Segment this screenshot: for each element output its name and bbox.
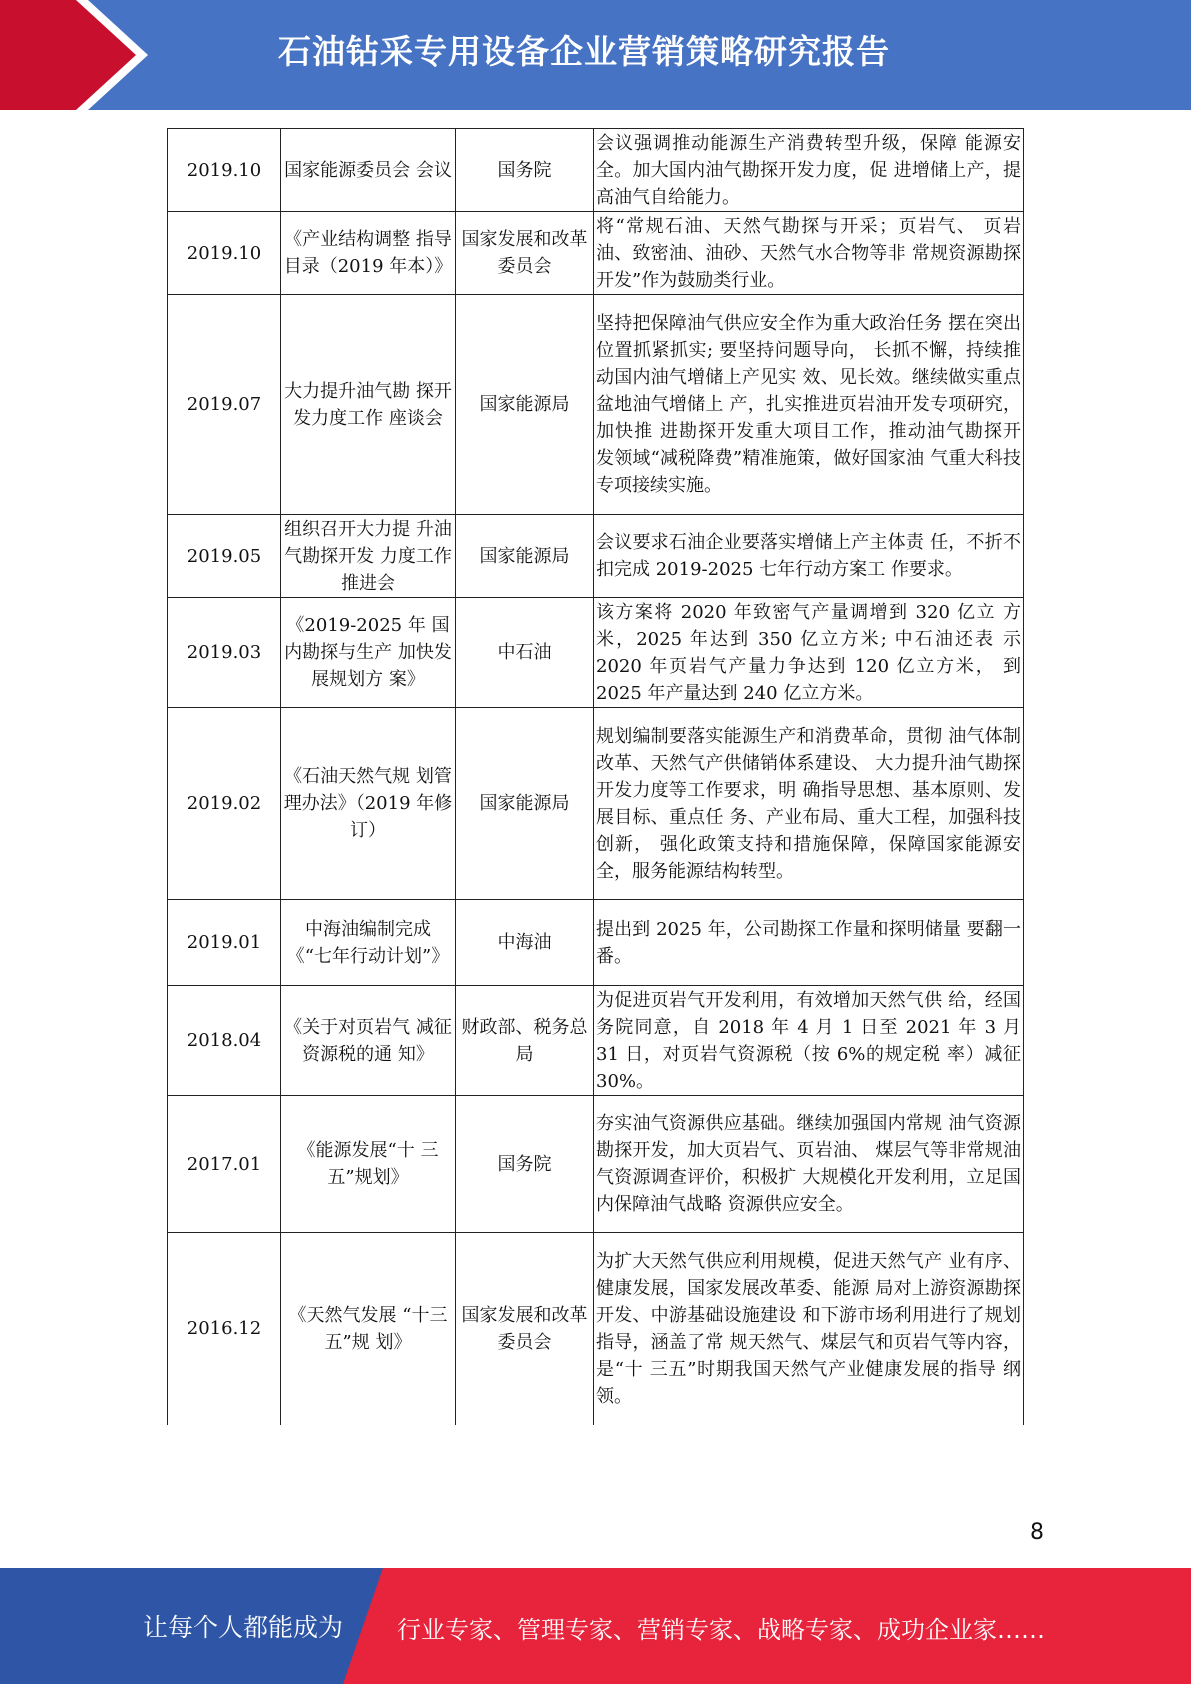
date-cell: 2019.07 xyxy=(168,295,281,515)
date-cell: 2017.01 xyxy=(168,1096,281,1233)
description-cell: 为扩大天然气供应利用规模，促进天然气产 业有序、健康发展，国家发展改革委、能源 局对上游资源勘探开发、中游基础设施建设 和下游市场利用进行了规划指导，涵盖了常 规天然气、煤层气和页岩气等内容，是“十 三五”时期我国天然气产业健康发展的指导 纲领。 xyxy=(594,1233,1024,1425)
policy-name-cell: 大力提升油气勘 探开发力度工作 座谈会 xyxy=(281,295,456,515)
issuer-cell: 国家能源局 xyxy=(456,515,594,598)
table-row xyxy=(168,129,1024,212)
report-title: 石油钻采专用设备企业营销策略研究报告 xyxy=(278,32,890,71)
issuer-cell: 中海油 xyxy=(456,900,594,986)
date-cell: 2019.01 xyxy=(168,900,281,986)
date-cell: 2019.10 xyxy=(168,212,281,295)
description-cell: 会议强调推动能源生产消费转型升级，保障 能源安全。加大国内油气勘探开发力度，促 进增储上产，提高油气自给能力。 xyxy=(594,129,1024,212)
policy-table xyxy=(167,128,1024,1425)
policy-name-cell: 国家能源委员会 会议 xyxy=(281,129,456,212)
table-row xyxy=(168,900,1024,986)
description-cell: 该方案将 2020 年致密气产量调增到 320 亿立 方米，2025 年达到 350 亿立方米; 中石油还表 示 2020 年页岩气产量力争达到 120 亿立方米， 到 2025 年产量达到 240 亿立方米。 xyxy=(594,598,1024,708)
page-number: 8 xyxy=(1030,1520,1044,1545)
description-cell: 会议要求石油企业要落实增储上产主体责 任，不折不扣完成 2019-2025 七年行动方案工 作要求。 xyxy=(594,515,1024,598)
date-cell: 2019.03 xyxy=(168,598,281,708)
page-header xyxy=(0,0,1191,110)
policy-name-cell: 《能源发展“十 三五”规划》 xyxy=(281,1096,456,1233)
description-cell: 规划编制要落实能源生产和消费革命，贯彻 油气体制改革、天然气产供储销体系建设、 大力提升油气勘探开发力度等工作要求，明 确指导思想、基本原则、发展目标、重点任 务、产业布局、重大工程，加强科技创新， 强化政策支持和措施保障，保障国家能源安 全，服务能源结构转型。 xyxy=(594,708,1024,900)
date-cell: 2019.02 xyxy=(168,708,281,900)
issuer-cell: 中石油 xyxy=(456,598,594,708)
description-cell: 坚持把保障油气供应安全作为重大政治任务 摆在突出位置抓紧抓实; 要坚持问题导向， 长抓不懈，持续推动国内油气增储上产见实 效、见长效。继续做实重点盆地油气增储上 产，扎实推进页岩油开发专项研究，加快推 进勘探开发重大项目工作，推动油气勘探开 发领域“减税降费”精准施策，做好国家油 气重大科技专项接续实施。 xyxy=(594,295,1024,515)
table-row xyxy=(168,1096,1024,1233)
table-row xyxy=(168,295,1024,515)
date-cell: 2019.10 xyxy=(168,129,281,212)
table-row xyxy=(168,515,1024,598)
issuer-cell: 国家能源局 xyxy=(456,295,594,515)
issuer-cell: 国务院 xyxy=(456,1096,594,1233)
policy-name-cell: 《天然气发展 “十三五”规 划》 xyxy=(281,1233,456,1425)
issuer-cell: 国家发展和改革委员会 xyxy=(456,212,594,295)
description-cell: 夯实油气资源供应基础。继续加强国内常规 油气资源勘探开发，加大页岩气、页岩油、 煤层气等非常规油气资源调查评价，积极扩 大规模化开发利用，立足国内保障油气战略 资源供应安全。 xyxy=(594,1096,1024,1233)
policy-name-cell: 《石油天然气规 划管理办法》（2019 年修订） xyxy=(281,708,456,900)
policy-name-cell: 《关于对页岩气 减征资源税的通 知》 xyxy=(281,986,456,1096)
issuer-cell: 财政部、税务总局 xyxy=(456,986,594,1096)
policy-name-cell: 《产业结构调整 指导目录（2019 年本）》 xyxy=(281,212,456,295)
table-row xyxy=(168,986,1024,1096)
issuer-cell: 国家发展和改革委员会 xyxy=(456,1233,594,1425)
table-row xyxy=(168,708,1024,900)
policy-name-cell: 《2019-2025 年 国内勘探与生产 加快发展规划方 案》 xyxy=(281,598,456,708)
date-cell: 2018.04 xyxy=(168,986,281,1096)
date-cell: 2019.05 xyxy=(168,515,281,598)
footer-slogan-left: 让每个人都能成为 xyxy=(143,1613,344,1642)
description-cell: 将“常规石油、天然气勘探与开采；页岩气、 页岩油、致密油、油砂、天然气水合物等非 常规资源勘探开发”作为鼓励类行业。 xyxy=(594,212,1024,295)
description-cell: 为促进页岩气开发利用，有效增加天然气供 给，经国务院同意，自 2018 年 4 月 1 日至 2021 年 3 月 31 日，对页岩气资源税（按 6%的规定税 率）减征 30%。 xyxy=(594,986,1024,1096)
policy-name-cell: 组织召开大力提 升油气勘探开发 力度工作推进会 xyxy=(281,515,456,598)
issuer-cell: 国务院 xyxy=(456,129,594,212)
footer-slogan-right: 行业专家、管理专家、营销专家、战略专家、成功企业家…… xyxy=(397,1616,1045,1644)
date-cell: 2016.12 xyxy=(168,1233,281,1425)
issuer-cell: 国家能源局 xyxy=(456,708,594,900)
table-row xyxy=(168,1233,1024,1425)
table-row xyxy=(168,212,1024,295)
policy-name-cell: 中海油编制完成《“七年行动计划”》 xyxy=(281,900,456,986)
header-arrow-decoration xyxy=(0,0,150,110)
description-cell: 提出到 2025 年，公司勘探工作量和探明储量 要翻一番。 xyxy=(594,900,1024,986)
table-row xyxy=(168,598,1024,708)
page-footer xyxy=(0,1568,1191,1684)
